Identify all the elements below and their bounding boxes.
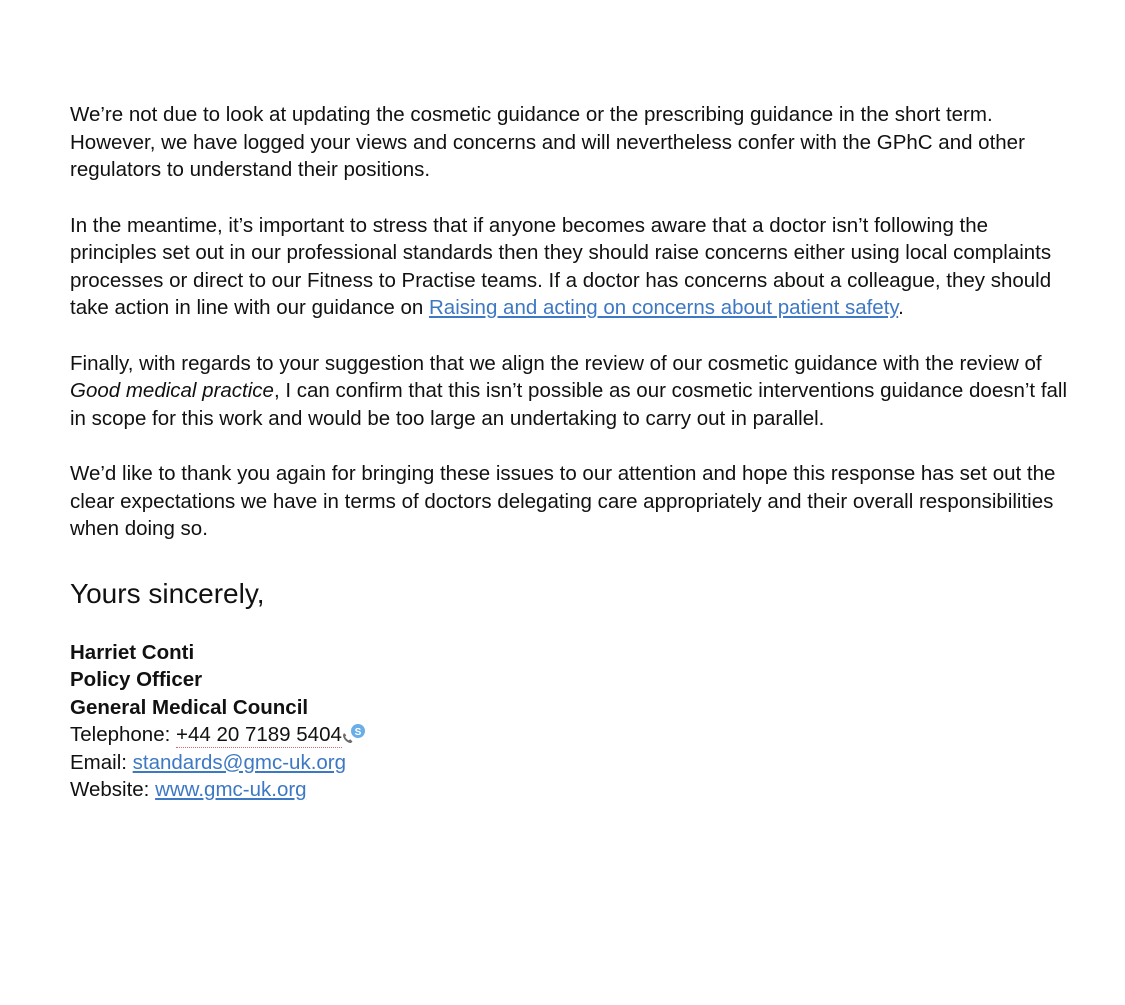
telephone-line	[70, 721, 1070, 749]
raising-concerns-link[interactable]: Raising and acting on concerns about patient safety	[428, 296, 899, 319]
email-line	[70, 749, 1070, 777]
paragraph-guidance-update	[70, 101, 1070, 184]
paragraph-review-alignment-rest: , I can confirm that this isn’t possible as our cosmetic interventions guidance doesn’t fall in scope for this work and would be too large an undertaking to carry out in parallel.	[70, 379, 1068, 430]
paragraph-raising-concerns-text: In the meantime, it’s important to stress that if anyone becomes aware that a doctor isn’t following the principles set out in our professional standards then they should raise concerns either using local complaints processes or direct to our Fitness to Practise teams. If a doctor has concerns about a colleague, they should take action in line with our guidance on	[70, 213, 1052, 319]
website-link[interactable]: www.gmc-uk.org	[155, 778, 307, 801]
email-label: Email:	[70, 750, 133, 774]
paragraph-raising-concerns	[70, 212, 1070, 322]
letter-body	[70, 101, 1070, 804]
signature-block	[70, 639, 1070, 804]
svg-text:S: S	[354, 726, 362, 738]
paragraph-review-alignment-text: Finally, with regards to your suggestion that we align the review of our cosmetic guidance with the review of	[70, 351, 1042, 375]
website-line	[70, 776, 1070, 804]
skype-call-icon[interactable]	[340, 723, 366, 745]
signatory-title: Policy Officer	[70, 668, 203, 691]
paragraph-review-alignment	[70, 350, 1070, 433]
telephone-label: Telephone:	[70, 723, 177, 746]
paragraph-thanks	[70, 460, 1070, 543]
skype-icon	[340, 723, 366, 745]
paragraph-guidance-update-text: We’re not due to look at updating the cosmetic guidance or the prescribing guidance in the short term. However, we have logged your views and concerns and will nevertheless confer with the GPhC and other regulators to understand their positions.	[70, 103, 1025, 181]
telephone-number[interactable]: +44 20 7189 5404	[176, 723, 342, 746]
email-link[interactable]: standards@gmc-uk.org	[132, 750, 347, 774]
website-label: Website:	[70, 778, 156, 801]
signatory-organisation: General Medical Council	[70, 695, 309, 719]
paragraph-raising-concerns-end: .	[898, 296, 904, 319]
signatory-name: Harriet Conti	[70, 640, 195, 664]
good-medical-practice-title: Good medical practice	[70, 379, 274, 402]
paragraph-thanks-text: We’d like to thank you again for bringing these issues to our attention and hope this response has set out the clear expectations we have in terms of doctors delegating care appropriately and their overall responsibilities when doing so.	[70, 462, 1056, 540]
closing-salutation: Yours sincerely,	[70, 577, 265, 609]
